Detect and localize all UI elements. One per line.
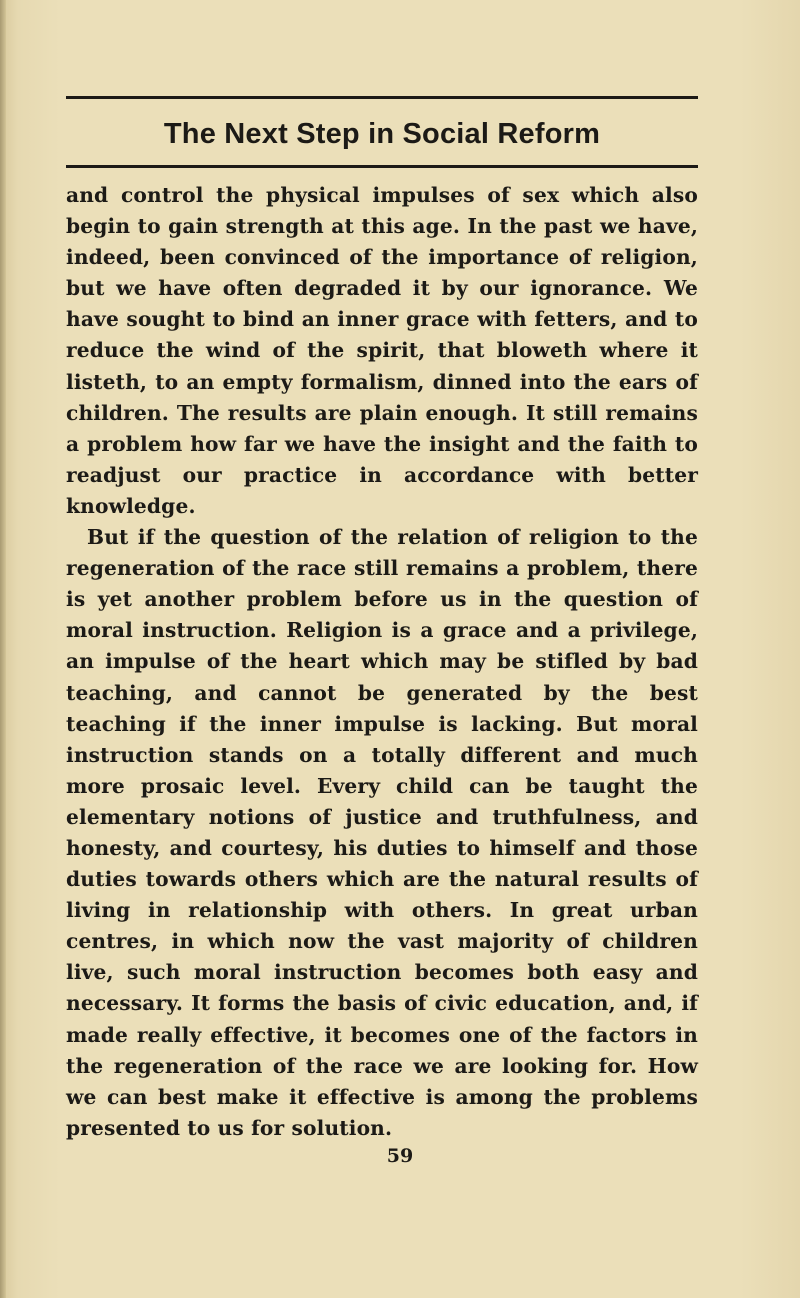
paragraph-2: But if the question of the relation of religion to the regeneration of the race still remains a problem, there is yet another problem before us in the question of moral instruction. Religion is a grace and a privilege, an impulse of the heart which may be stifled by bad teaching, and cannot be generated by the best teaching if the inner impulse is lacking. But moral instruction stands on a totally different and much more prosaic level. Every child can be taught the elementary notions of justice and truthfulness, and honesty, and courtesy, his duties to himself and those duties towards others which are the natural results of living in relationship with others. In great urban centres, in which now the vast majority of children live, such moral instruction becomes both easy and necessary. It forms the basis of civic education, and, if made really effective, it becomes one of the factors in the regeneration of the race we are looking for. How we can best make it effective is among the problems presented to us for solution. — [66, 525, 698, 1140]
book-spine-shadow — [0, 0, 6, 1298]
book-page — [66, 96, 698, 1144]
header-bottom-rule — [66, 165, 698, 168]
running-title: The Next Step in Social Reform — [163, 118, 601, 150]
page-number: 59 — [386, 1145, 414, 1167]
paragraph-1: and control the physical impulses of sex which also begin to gain strength at this age. In the past we have, indeed, been convinced of the importance of religion, but we have often degraded it by our ignorance. We have sought to bind an inner grace with fetters, and to reduce the wind of the spirit, that bloweth where it listeth, to an empty formalism, dinned into the ears of children. The results are plain enough. It still remains a problem how far we have the insight and the faith to readjust our practice in accordance with better knowledge. — [66, 183, 698, 518]
body-text — [66, 180, 698, 1144]
